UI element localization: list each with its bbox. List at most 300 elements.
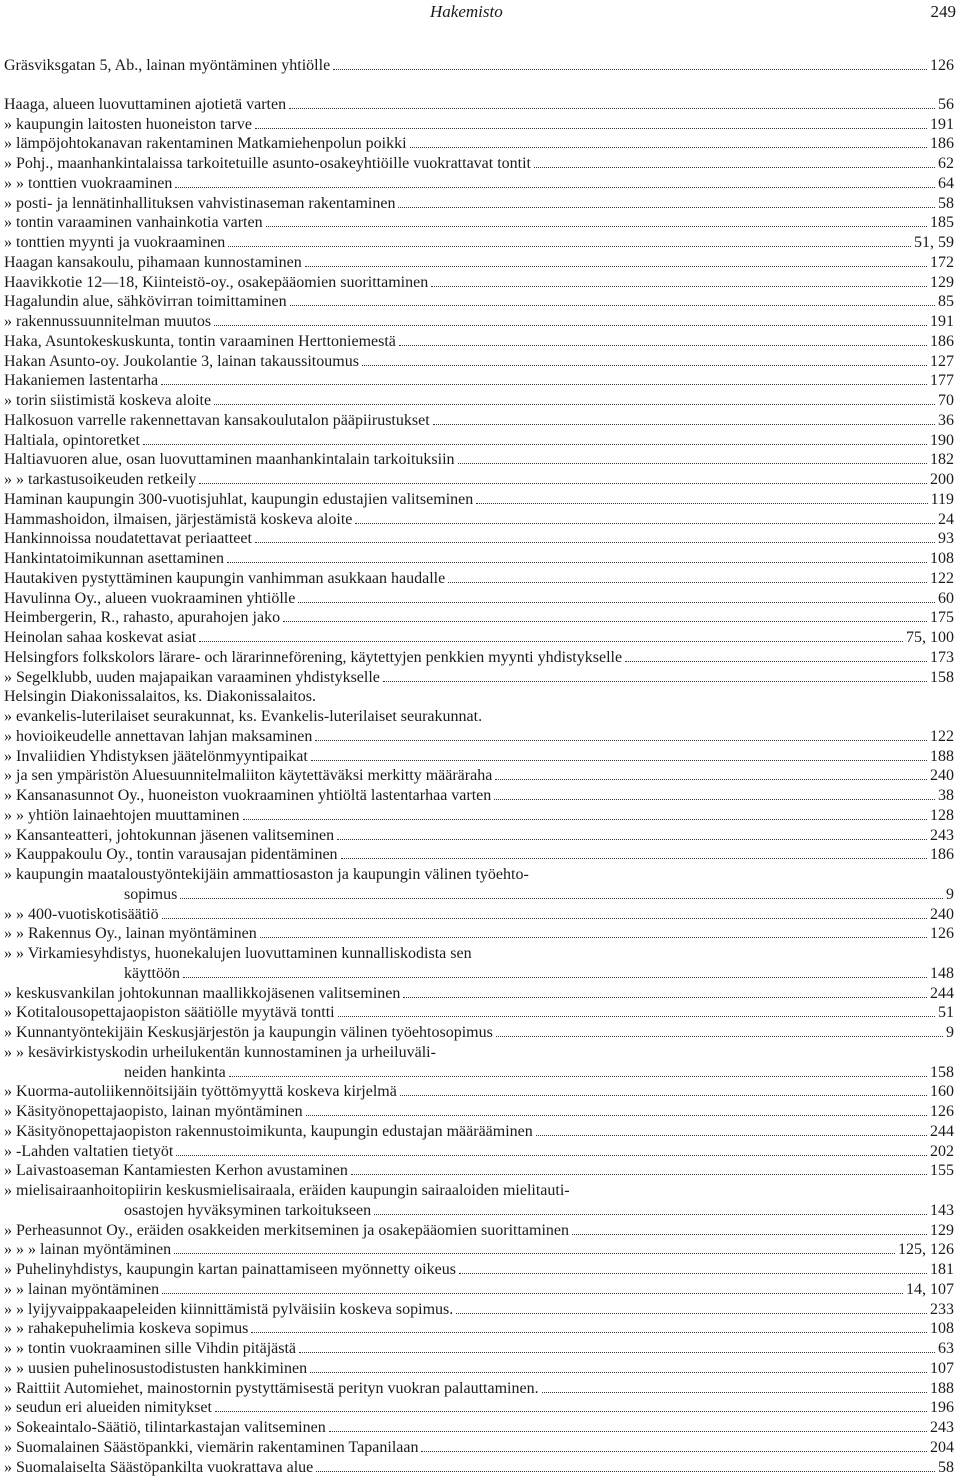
entry-text: » tontin varaaminen vanhainkotia varten	[4, 214, 263, 232]
dot-leader	[143, 444, 927, 445]
entry-text: Hagalundin alue, sähkövirran toimittaminen	[4, 293, 287, 311]
dot-leader	[459, 1273, 927, 1274]
entry-page: 177	[930, 372, 954, 390]
entry-text: » Kunnantyöntekijäin Keskusjärjestön ja kaupungin välinen työehtosopimus	[4, 1024, 493, 1041]
dot-leader	[341, 858, 927, 859]
entry-page: 204	[930, 1438, 954, 1456]
entry-line	[4, 154, 954, 174]
entry-text: » » lyijyvaippakaapeleiden kiinnittämistä pylväisiin koskeva sopimus.	[4, 1300, 454, 1318]
entry-page: 62	[938, 155, 954, 172]
entry-line	[4, 1043, 954, 1063]
entry-text: » » rahakepuhelimia koskeva sopimus	[4, 1320, 249, 1338]
index-entry	[4, 1300, 954, 1320]
index-entry	[4, 1359, 954, 1379]
dot-leader	[199, 641, 903, 642]
index-entry	[4, 766, 954, 786]
index-entry	[4, 529, 954, 549]
entry-line	[4, 411, 954, 431]
index-entry	[4, 1438, 954, 1458]
entry-text: » seudun eri alueiden nimitykset	[4, 1399, 212, 1417]
entry-page: 191	[930, 115, 954, 133]
entry-line	[4, 1458, 954, 1478]
entry-page: 126	[930, 57, 954, 74]
dot-leader	[290, 305, 935, 306]
index-entry	[4, 194, 954, 214]
index-entry	[4, 134, 954, 154]
dot-leader	[448, 582, 927, 583]
entry-text: » » tonttien vuokraaminen	[4, 174, 173, 192]
dot-leader	[572, 1234, 927, 1235]
entry-line	[4, 1359, 954, 1379]
entry-line	[4, 371, 954, 391]
entry-text: » Laivastoaseman Kantamiesten Kerhon avustaminen	[4, 1162, 348, 1180]
index-entry	[4, 490, 954, 510]
entry-line	[4, 1398, 954, 1418]
index-entry	[4, 332, 954, 352]
entry-line	[4, 273, 954, 293]
entry-page: 56	[938, 95, 954, 113]
entry-text: Hautakiven pystyttäminen kaupungin vanhimman asukkaan haudalle	[4, 569, 446, 587]
entry-page: 243	[930, 826, 954, 844]
entry-page: 160	[930, 1083, 954, 1101]
index-entry	[4, 273, 954, 293]
entry-page: 158	[930, 668, 954, 686]
entry-line	[4, 194, 954, 214]
index-entry	[4, 391, 954, 411]
entry-text: Havulinna Oy., alueen vuokraaminen yhtiölle	[4, 589, 296, 607]
dot-leader	[400, 1095, 927, 1096]
entry-page: 143	[930, 1201, 954, 1219]
dot-leader	[298, 602, 935, 603]
dot-leader	[536, 1135, 927, 1136]
entry-line	[4, 1339, 954, 1359]
entry-text: Hankintatoimikunnan asettaminen	[4, 550, 224, 567]
entry-line	[4, 628, 954, 648]
entry-page: 196	[930, 1399, 954, 1417]
entry-line	[4, 569, 954, 589]
entry-page: 243	[930, 1419, 954, 1436]
entry-text: Haagan kansakoulu, pihamaan kunnostaminen	[4, 253, 302, 271]
index-entry	[4, 1142, 954, 1162]
index-entry	[4, 213, 954, 233]
dot-leader	[174, 1253, 895, 1254]
dot-leader	[374, 1214, 927, 1215]
dot-leader	[329, 1431, 927, 1432]
entry-line	[4, 352, 954, 372]
dot-leader	[403, 997, 927, 998]
index-entry	[4, 944, 954, 984]
dot-leader	[260, 937, 927, 938]
entry-text: Haminan kaupungin 300-vuotisjuhlat, kaupungin edustajien valitseminen	[4, 490, 474, 508]
entry-page: 186	[930, 135, 954, 153]
entry-page: 51	[938, 1004, 954, 1022]
entry-page: 14, 107	[906, 1280, 954, 1298]
index-entry	[4, 1023, 954, 1043]
entry-text: » » tarkastusoikeuden retkeily	[4, 471, 197, 488]
entry-page: 244	[930, 1122, 954, 1140]
entry-page: 9	[946, 1024, 954, 1041]
dot-leader	[410, 147, 927, 148]
entry-text: » posti- ja lennätinhallituksen vahvistinaseman rakentaminen	[4, 194, 396, 212]
entry-line	[4, 510, 954, 530]
entry-page: 9	[946, 885, 954, 903]
dot-leader	[399, 345, 927, 346]
index-entry	[4, 1319, 954, 1339]
entry-page: 63	[938, 1340, 954, 1357]
index-entry	[4, 628, 954, 648]
entry-page: 122	[930, 727, 954, 745]
entry-page: 233	[930, 1300, 954, 1318]
entry-line	[4, 1082, 954, 1102]
index-entry	[4, 1458, 954, 1478]
entry-page: 186	[930, 332, 954, 350]
entry-line	[4, 984, 954, 1004]
page-header	[0, 0, 960, 28]
dot-leader	[215, 1411, 927, 1412]
dot-leader	[337, 839, 927, 840]
entry-page: 148	[930, 964, 954, 982]
index-entry	[4, 1418, 954, 1438]
entry-continuation-line	[4, 1063, 954, 1083]
entry-text: Hakaniemen lastentarha	[4, 372, 159, 390]
entry-text: » Perheasunnot Oy., eräiden osakkeiden merkitseminen ja osakepääomien suorittaminen	[4, 1221, 570, 1239]
entry-page: 173	[930, 648, 954, 666]
entry-text: » kaupungin maataloustyöntekijäin ammattiosaston ja kaupungin välinen työehto-	[4, 866, 529, 883]
dot-leader	[228, 246, 911, 247]
index-entry	[4, 727, 954, 747]
dot-leader	[542, 1392, 927, 1393]
index-entry	[4, 115, 954, 135]
entry-continuation: neiden hankinta	[124, 1063, 226, 1081]
entry-line	[4, 1221, 954, 1241]
entry-page: 126	[930, 1103, 954, 1120]
entry-line	[4, 549, 954, 569]
dot-leader	[229, 1076, 927, 1077]
entry-continuation-line	[4, 1201, 954, 1221]
index-entry	[4, 470, 954, 490]
entry-line	[4, 1003, 954, 1023]
entry-line	[4, 766, 954, 786]
entry-continuation: käyttöön	[124, 964, 180, 982]
index-entry	[4, 569, 954, 589]
entry-text: Hammashoidon, ilmaisen, järjestämistä koskeva aloite	[4, 510, 353, 528]
index-entry	[4, 826, 954, 846]
entry-page: 38	[938, 787, 954, 804]
entry-text: » Kansanasunnot Oy., huoneiston vuokraaminen yhtiöltä lastentarhaa varten	[4, 787, 492, 804]
entry-line	[4, 826, 954, 846]
entry-text: Helsingfors folkskolors lärare- och lärarinneförening, käytettyjen penkkien myynti yhdistykselle	[4, 648, 623, 666]
entry-line	[4, 529, 954, 549]
entry-text: » ja sen ympäristön Aluesuunnitelmaliiton käytettäväksi merkitty määräraha	[4, 767, 493, 785]
entry-text: » » 400-vuotiskotisäätiö	[4, 905, 159, 923]
entry-line	[4, 1418, 954, 1438]
dot-leader	[431, 286, 927, 287]
entry-line	[4, 115, 954, 135]
dot-leader	[214, 404, 935, 405]
entry-page: 125, 126	[898, 1241, 954, 1259]
dot-leader	[315, 740, 927, 741]
entry-text: » Segelklubb, uuden majapaikan varaaminen yhdistykselle	[4, 668, 380, 686]
index-entry	[4, 1260, 954, 1280]
entry-line	[4, 1379, 954, 1399]
entry-continuation-line	[4, 885, 954, 905]
dot-leader	[214, 325, 927, 326]
index-entry	[4, 865, 954, 905]
dot-leader	[251, 1332, 927, 1333]
dot-leader	[311, 760, 927, 761]
entry-line	[4, 707, 954, 727]
entry-page: 175	[930, 609, 954, 627]
entry-page: 128	[930, 806, 954, 824]
entry-line	[4, 1142, 954, 1162]
entry-page: 200	[930, 471, 954, 488]
entry-text: » Pohj., maanhankintalaissa tarkoitetuille asunto-osakeyhtiöille vuokrattavat tontit	[4, 155, 531, 172]
index-entry	[4, 292, 954, 312]
entry-text: » » lainan myöntäminen	[4, 1280, 160, 1298]
dot-leader	[421, 1451, 927, 1452]
entry-text: » Suomalainen Säästöpankki, viemärin rakentaminen Tapanilaan	[4, 1438, 419, 1456]
entry-line	[4, 1023, 954, 1043]
dot-leader	[534, 167, 935, 168]
entry-line	[4, 1240, 954, 1260]
entry-text: » torin siistimistä koskeva aloite	[4, 392, 212, 409]
index-list	[4, 56, 954, 1477]
entry-line	[4, 332, 954, 352]
index-entry	[4, 1339, 954, 1359]
entry-line	[4, 747, 954, 767]
dot-leader	[458, 463, 927, 464]
entry-page: 182	[930, 451, 954, 469]
index-entry	[4, 1181, 954, 1221]
index-entry	[4, 1122, 954, 1142]
dot-leader	[305, 266, 927, 267]
entry-line	[4, 470, 954, 490]
entry-text: » » » lainan myöntäminen	[4, 1241, 172, 1259]
dot-leader	[625, 661, 927, 662]
dot-leader	[338, 1016, 935, 1017]
entry-page: 70	[938, 392, 954, 409]
dot-leader	[243, 819, 927, 820]
dot-leader	[299, 1352, 935, 1353]
entry-page: 158	[930, 1063, 954, 1081]
dot-leader	[161, 384, 927, 385]
index-entry	[4, 589, 954, 609]
entry-text: Gräsviksgatan 5, Ab., lainan myöntäminen yhtiölle	[4, 57, 331, 74]
entry-line	[4, 312, 954, 332]
entry-text: » Kansanteatteri, johtokunnan jäsenen valitseminen	[4, 826, 335, 844]
entry-line	[4, 589, 954, 609]
entry-text: Haltiavuoren alue, osan luovuttaminen maanhankintalain tarkoituksiin	[4, 451, 455, 469]
entry-text: » kaupungin laitosten huoneiston tarve	[4, 115, 252, 133]
entry-text: » Puhelinyhdistys, kaupungin kartan painattamiseen myönnetty oikeus	[4, 1261, 456, 1278]
dot-leader	[333, 69, 927, 70]
index-entry	[4, 1102, 954, 1122]
index-entry	[4, 450, 954, 470]
index-entry	[4, 1043, 954, 1083]
entry-line	[4, 806, 954, 826]
index-entry	[4, 174, 954, 194]
entry-text: » Kotitalousopettajaopiston säätiölle myytävä tontti	[4, 1004, 335, 1022]
entry-text: » » uusien puhelinosustodistusten hankkiminen	[4, 1359, 308, 1377]
entry-page: 107	[930, 1359, 954, 1377]
entry-text: Hakan Asunto-oy. Joukolantie 3, lainan takaussitoumus	[4, 352, 359, 370]
entry-text: » rakennussuunnitelman muutos	[4, 313, 212, 330]
entry-page: 58	[938, 194, 954, 212]
entry-page: 129	[930, 1221, 954, 1239]
index-entry	[4, 549, 954, 569]
dot-leader	[310, 1372, 927, 1373]
entry-page: 172	[930, 253, 954, 271]
index-entry	[4, 1161, 954, 1181]
entry-text: » Sokeaintalo-Säätiö, tilintarkastajan valitseminen	[4, 1419, 326, 1436]
dot-leader	[496, 1036, 943, 1037]
entry-text: Haka, Asuntokeskuskunta, tontin varaaminen Herttoniemestä	[4, 332, 396, 350]
entry-line	[4, 233, 954, 253]
entry-page: 119	[930, 490, 954, 508]
entry-line	[4, 1260, 954, 1280]
index-entry	[4, 1280, 954, 1300]
dot-leader	[162, 918, 927, 919]
entry-page: 75, 100	[906, 629, 954, 646]
entry-line	[4, 786, 954, 806]
index-entry	[4, 1221, 954, 1241]
entry-text: » Suomalaiselta Säästöpankilta vuokrattava alue	[4, 1458, 314, 1476]
index-entry	[4, 352, 954, 372]
entry-text: » Raittiit Automiehet, mainostornin pystyttämisestä perityn vuokran palauttaminen.	[4, 1379, 539, 1397]
entry-line	[4, 95, 954, 115]
entry-line	[4, 1280, 954, 1300]
dot-leader	[199, 483, 927, 484]
entry-line	[4, 450, 954, 470]
entry-text: » -Lahden valtatien tietyöt	[4, 1142, 174, 1160]
entry-line	[4, 1181, 954, 1201]
entry-page: 93	[938, 530, 954, 548]
entry-page: 129	[930, 273, 954, 291]
index-entry	[4, 707, 954, 727]
entry-line	[4, 1300, 954, 1320]
index-entry	[4, 1240, 954, 1260]
index-entry	[4, 845, 954, 865]
entry-page: 24	[938, 510, 954, 528]
index-entry	[4, 687, 954, 707]
running-title: Hakemisto	[430, 2, 503, 21]
entry-continuation-line	[4, 964, 954, 984]
dot-leader	[176, 1155, 927, 1156]
index-entry	[4, 154, 954, 174]
entry-page: 51, 59	[914, 234, 954, 251]
entry-text: » mielisairaanhoitopiirin keskusmielisairaala, eräiden kaupungin sairaaloiden mielitauti-	[4, 1182, 570, 1199]
entry-page: 108	[930, 550, 954, 567]
index-entry	[4, 1398, 954, 1418]
index-entry	[4, 786, 954, 806]
entry-text: Heimbergerin, R., rahasto, apurahojen jako	[4, 609, 281, 627]
entry-line	[4, 608, 954, 628]
dot-leader	[456, 1313, 927, 1314]
entry-page: 127	[930, 352, 954, 370]
dot-leader	[162, 1293, 903, 1294]
entry-text: » » Virkamiesyhdistys, huonekalujen luovuttaminen kunnalliskodista sen	[4, 945, 472, 962]
entry-page: 244	[930, 984, 954, 1002]
entry-text: Helsingin Diakonissalaitos, ks. Diakonissalaitos.	[4, 688, 316, 706]
entry-page: 155	[930, 1162, 954, 1180]
entry-line	[4, 687, 954, 707]
dot-leader	[398, 207, 935, 208]
entry-line	[4, 944, 954, 964]
entry-page: 240	[930, 905, 954, 923]
entry-text: » » Rakennus Oy., lainan myöntäminen	[4, 925, 257, 943]
entry-text: » Käsityönopettajaopisto, lainan myöntäminen	[4, 1103, 303, 1120]
dot-leader	[362, 365, 927, 366]
entry-text: Halkosuon varrelle rakennettavan kansakoulutalon pääpiirustukset	[4, 411, 430, 429]
entry-page: 36	[938, 411, 954, 429]
entry-text: » » kesävirkistyskodin urheilukentän kunnostaminen ja urheiluväli-	[4, 1043, 436, 1061]
entry-line	[4, 668, 954, 688]
entry-text: Haaga, alueen luovuttaminen ajotietä varten	[4, 95, 287, 113]
entry-text: Heinolan sahaa koskevat asiat	[4, 629, 197, 646]
dot-leader	[266, 226, 927, 227]
dot-leader	[476, 503, 927, 504]
index-entry	[4, 924, 954, 944]
entry-line	[4, 292, 954, 312]
entry-text: Hankinnoissa noudatettavat periaatteet	[4, 530, 252, 548]
index-entry	[4, 668, 954, 688]
entry-line	[4, 253, 954, 273]
entry-text: » evankelis-luterilaiset seurakunnat, ks. Evankelis-luterilaiset seurakunnat.	[4, 708, 483, 725]
entry-page: 126	[930, 925, 954, 943]
entry-text: » Kuorma-autoliikennöitsijäin työttömyyttä koskeva kirjelmä	[4, 1083, 397, 1101]
entry-text: » Kauppakoulu Oy., tontin varausajan pidentäminen	[4, 846, 338, 864]
index-entry	[4, 411, 954, 431]
entry-line	[4, 1161, 954, 1181]
entry-text: » tonttien myynti ja vuokraaminen	[4, 234, 226, 251]
entry-line	[4, 648, 954, 668]
index-entry	[4, 1003, 954, 1023]
entry-text: » » tontin vuokraaminen sille Vihdin pitäjästä	[4, 1340, 297, 1357]
entry-text: » hovioikeudelle annettavan lahjan maksaminen	[4, 727, 313, 745]
index-entry	[4, 905, 954, 925]
index-entry	[4, 608, 954, 628]
dot-leader	[351, 1174, 927, 1175]
dot-leader	[355, 523, 935, 524]
dot-leader	[433, 424, 935, 425]
dot-leader	[289, 108, 935, 109]
dot-leader	[255, 542, 935, 543]
entry-continuation: osastojen hyväksyminen tarkoitukseen	[124, 1201, 372, 1219]
dot-leader	[255, 128, 927, 129]
entry-page: 60	[938, 589, 954, 607]
entry-page: 108	[930, 1320, 954, 1338]
entry-line	[4, 391, 954, 411]
entry-page: 191	[930, 313, 954, 330]
entry-page: 122	[930, 569, 954, 587]
index-entry	[4, 95, 954, 115]
entry-text: » » yhtiön lainaehtojen muuttaminen	[4, 806, 240, 824]
index-entry	[4, 253, 954, 273]
entry-page: 188	[930, 747, 954, 765]
entry-page: 64	[938, 174, 954, 192]
dot-leader	[495, 779, 927, 780]
index-entry	[4, 984, 954, 1004]
entry-page: 181	[930, 1261, 954, 1278]
dot-leader	[283, 621, 927, 622]
entry-line	[4, 174, 954, 194]
page-number: 249	[930, 2, 956, 21]
dot-leader	[383, 681, 927, 682]
dot-leader	[316, 1471, 935, 1472]
entry-page: 58	[938, 1458, 954, 1476]
index-entry	[4, 1379, 954, 1399]
dot-leader	[180, 898, 943, 899]
